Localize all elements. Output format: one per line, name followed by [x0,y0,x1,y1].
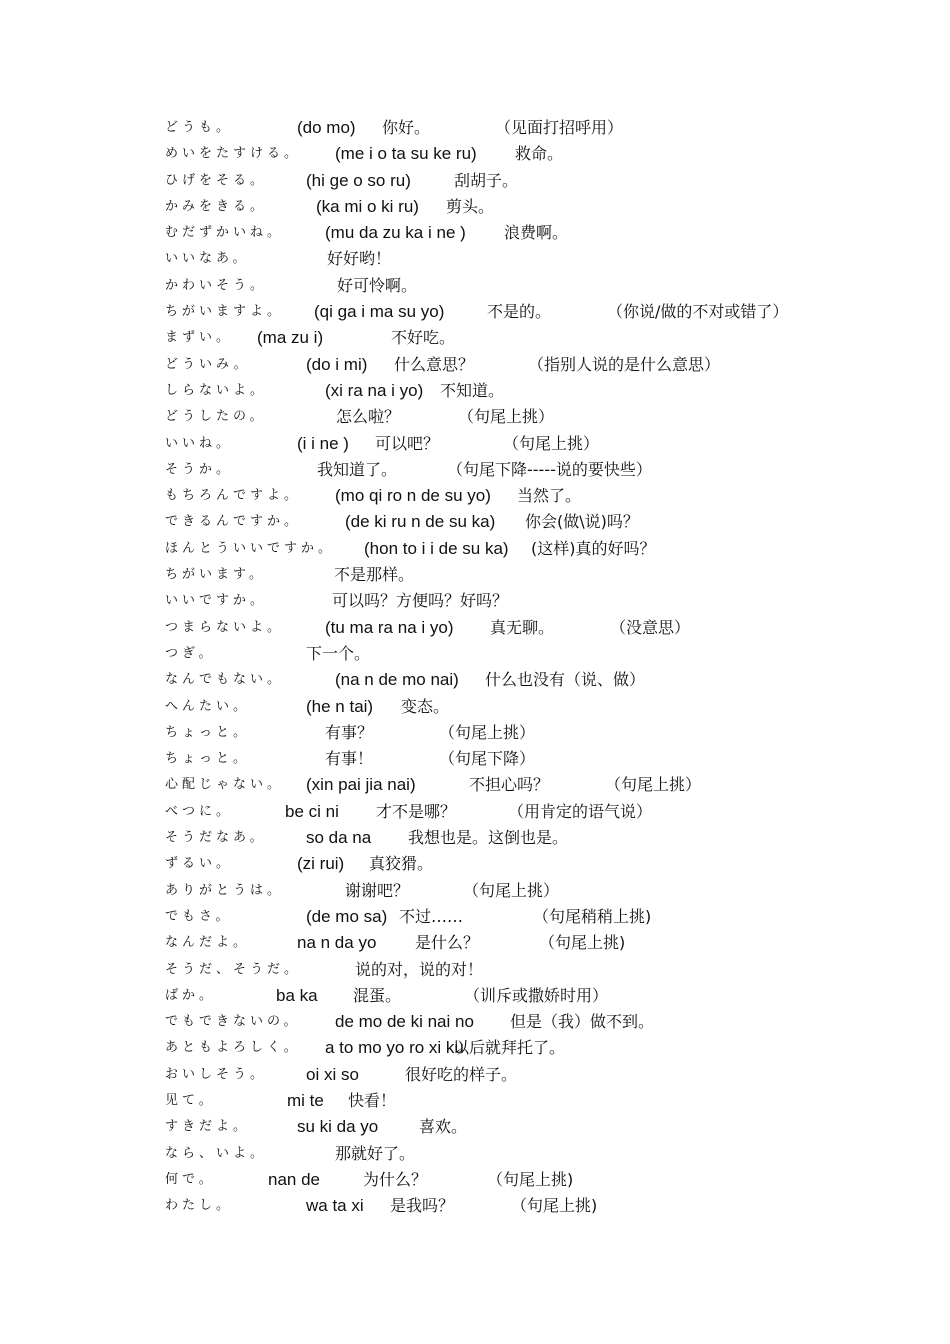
phrase-row [165,194,885,220]
usage-note: （句尾上挑） [503,433,600,453]
chinese-meaning: 我想也是。这倒也是。 [408,828,569,848]
japanese-phrase: つまらないよ。 [165,619,285,635]
chinese-meaning: 不担心吗？ [469,775,550,795]
usage-note: （用肯定的语气说） [508,801,653,821]
phrase-row [165,1114,885,1140]
romaji-reading: wa ta xi [306,1196,364,1216]
japanese-phrase: ばか。 [165,987,217,1003]
romaji-reading: (ka mi o ki ru) [316,196,419,216]
japanese-phrase: 何で。 [165,1171,216,1187]
japanese-phrase: いいなあ。 [165,251,250,267]
japanese-phrase: なら、いよ。 [165,1145,268,1161]
chinese-meaning: 怎么啦？ [336,407,401,427]
usage-note: （训斥或撒娇时用） [464,985,609,1005]
phrase-row [165,1088,885,1114]
japanese-phrase: ちがいますよ。 [165,304,285,320]
romaji-reading: na n da yo [297,933,377,953]
romaji-reading: nan de [268,1169,320,1189]
phrase-row [165,930,885,956]
phrase-row [165,667,885,693]
phrase-row [165,904,885,930]
japanese-phrase: でもできないの。 [165,1014,301,1030]
chinese-meaning: 混蛋。 [353,985,402,1005]
japanese-phrase: ずるい。 [165,856,234,872]
romaji-reading: (de mo sa) [306,906,388,926]
romaji-reading: (qi ga i ma su yo) [314,302,445,322]
phrase-row [165,325,885,351]
phrase-row [165,536,885,562]
chinese-meaning: 救命。 [515,144,564,164]
romaji-reading: (do mo) [297,118,356,137]
chinese-meaning: 不过…… [399,906,464,926]
usage-note: （句尾上挑） [605,775,702,795]
japanese-phrase: どうしたの。 [165,409,267,425]
phrase-row [165,352,885,378]
phrase-row [165,1141,885,1167]
romaji-reading: (mo qi ro n de su yo) [335,486,491,506]
romaji-reading: su ki da yo [297,1117,379,1137]
japanese-phrase: ちょっと。 [165,751,251,767]
chinese-meaning: 很好吃的样子。 [405,1064,518,1084]
japanese-phrase: どうも。 [165,120,234,135]
phrase-row [165,957,885,983]
romaji-reading: a to mo yo ro xi ku [325,1038,464,1058]
phrase-row [165,641,885,667]
romaji-reading: (me i o ta su ke ru) [335,144,477,164]
phrase-row [165,562,885,588]
phrase-row [165,772,885,798]
romaji-reading: (i i ne ) [297,433,349,453]
japanese-phrase: いいですか。 [165,593,268,609]
chinese-meaning: 说的对，说的对！ [355,959,484,979]
romaji-reading: (do i mi) [306,354,368,374]
chinese-meaning: 那就好了。 [335,1143,416,1163]
phrase-row [165,1009,885,1035]
usage-note: （句尾上挑) [511,1196,598,1216]
chinese-meaning: 你好。 [382,118,431,137]
chinese-meaning: 快看！ [348,1090,397,1110]
chinese-meaning: 当然了。 [517,486,582,506]
japanese-phrase: 见て。 [165,1092,216,1108]
chinese-meaning: 真无聊。 [490,617,555,637]
chinese-meaning: (这样)真的好吗？ [531,538,656,558]
chinese-meaning: 为什么？ [363,1169,428,1189]
phrase-row [165,1062,885,1088]
chinese-meaning: 我知道了。 [317,459,398,479]
phrase-row [165,141,885,167]
phrase-row [165,483,885,509]
japanese-phrase: そうか。 [165,461,234,477]
usage-note: （句尾上挑） [458,407,555,427]
chinese-meaning: 以后就拜托了。 [453,1038,566,1058]
usage-note: （句尾上挑） [439,722,536,742]
usage-note: （句尾稍稍上挑) [533,906,652,926]
usage-note: （没意思） [610,617,691,637]
phrase-row [165,1193,885,1219]
japanese-phrase: ちょっと。 [165,724,251,740]
chinese-meaning: 有事？ [325,722,374,742]
romaji-reading: (hi ge o so ru) [306,170,411,190]
japanese-phrase: つぎ。 [165,645,216,661]
phrase-row [165,746,885,772]
romaji-reading: (tu ma ra na i yo) [325,617,454,637]
chinese-meaning: 不是的。 [487,302,552,322]
phrase-row [165,168,885,194]
japanese-phrase: ほんとういいですか。 [165,540,336,556]
japanese-phrase: ありがとうは。 [165,882,285,898]
japanese-phrase: わたし。 [165,1198,234,1214]
phrase-list [165,115,885,1219]
japanese-phrase: もちろんですよ。 [165,488,302,504]
romaji-reading: (he n tai) [306,696,374,716]
japanese-phrase: いいね。 [165,435,234,451]
chinese-meaning: 什么也没有（说、做） [485,670,646,690]
japanese-phrase: まずい。 [165,330,234,346]
phrase-row [165,720,885,746]
japanese-phrase: でもさ。 [165,908,233,924]
phrase-row [165,457,885,483]
chinese-meaning: 好好哟！ [327,249,392,269]
japanese-phrase: ちがいます。 [165,567,266,583]
japanese-phrase: できるんですか。 [165,514,302,530]
japanese-phrase: ひげをそる。 [165,172,268,188]
romaji-reading: (xin pai jia nai) [306,775,416,795]
phrase-row [165,615,885,641]
romaji-reading: de mo de ki nai no [335,1012,474,1032]
japanese-phrase: しらないよ。 [165,382,268,398]
phrase-row [165,246,885,272]
chinese-meaning: 但是（我）做不到。 [510,1012,655,1032]
romaji-reading: (ma zu i) [257,328,324,348]
japanese-phrase: すきだよ。 [165,1119,251,1135]
phrase-row [165,588,885,614]
chinese-meaning: 浪费啊。 [504,223,569,243]
japanese-phrase: 心配じゃない。 [165,777,285,793]
chinese-meaning: 谢谢吧？ [345,880,410,900]
usage-note: （句尾上挑) [539,933,626,953]
chinese-meaning: 是我吗？ [390,1196,455,1216]
japanese-phrase: かわいそう。 [165,277,268,293]
chinese-meaning: 不知道。 [440,380,505,400]
chinese-meaning: 好可怜啊。 [337,275,418,295]
phrase-row [165,273,885,299]
chinese-meaning: 才不是哪？ [376,801,457,821]
romaji-reading: ba ka [276,985,318,1005]
phrase-row [165,799,885,825]
japanese-phrase: べつに。 [165,803,234,819]
phrase-row [165,1167,885,1193]
chinese-meaning: 是什么？ [415,933,480,953]
usage-note: （句尾上挑） [463,880,560,900]
chinese-meaning: 有事！ [325,749,374,769]
japanese-phrase: そうだ、そうだ。 [165,961,302,977]
japanese-phrase: そうだなあ。 [165,830,267,846]
chinese-meaning: 真狡猾。 [369,854,434,874]
romaji-reading: so da na [306,828,372,848]
japanese-phrase: どういみ。 [165,356,251,372]
chinese-meaning: 可以吧？ [375,433,440,453]
phrase-row [165,878,885,904]
chinese-meaning: 不好吃。 [391,328,456,348]
japanese-phrase: かみをきる。 [165,198,268,214]
phrase-row [165,404,885,430]
japanese-phrase: へんたい。 [165,698,251,714]
romaji-reading: mi te [287,1090,324,1110]
chinese-meaning: 可以吗？方便吗？好吗？ [332,591,509,611]
chinese-meaning: 刮胡子。 [454,170,519,190]
chinese-meaning: 不是那样。 [334,565,415,585]
japanese-phrase: なんでもない。 [165,672,285,688]
chinese-meaning: 喜欢。 [419,1117,468,1137]
phrase-row [165,983,885,1009]
phrase-row [165,694,885,720]
usage-note: （句尾下降） [439,749,536,769]
japanese-phrase: めいをたすける。 [165,146,302,162]
japanese-phrase: あともよろしく。 [165,1040,301,1056]
chinese-meaning: 你会(做\说)吗？ [525,512,639,532]
usage-note: （指别人说的是什么意思） [528,354,721,374]
phrase-row [165,378,885,404]
japanese-phrase: なんだよ。 [165,935,251,951]
romaji-reading: be ci ni [285,801,339,821]
chinese-meaning: 什么意思？ [394,354,475,374]
phrase-row [165,509,885,535]
chinese-meaning: 下一个。 [306,643,371,663]
japanese-phrase: むだずかいね。 [165,225,285,241]
romaji-reading: (zi rui) [297,854,345,874]
phrase-row [165,851,885,877]
romaji-reading: (hon to i i de su ka) [364,538,509,558]
romaji-reading: (xi ra na i yo) [325,380,424,400]
phrase-row [165,115,885,141]
phrase-row [165,825,885,851]
usage-note: （句尾下降-----说的要快些） [447,459,652,479]
romaji-reading: (mu da zu ka i ne ) [325,223,466,243]
usage-note: （你说/做的不对或错了） [607,302,789,322]
chinese-meaning: 变态。 [401,696,450,716]
usage-note: （见面打招呼用） [495,118,624,137]
phrase-row [165,431,885,457]
japanese-phrase: おいしそう。 [165,1066,268,1082]
chinese-meaning: 剪头。 [446,196,495,216]
phrase-row [165,299,885,325]
phrase-row [165,1035,885,1061]
phrase-row [165,220,885,246]
romaji-reading: (na n de mo nai) [335,670,459,690]
romaji-reading: (de ki ru n de su ka) [345,512,496,532]
usage-note: （句尾上挑) [487,1169,574,1189]
romaji-reading: oi xi so [306,1064,359,1084]
